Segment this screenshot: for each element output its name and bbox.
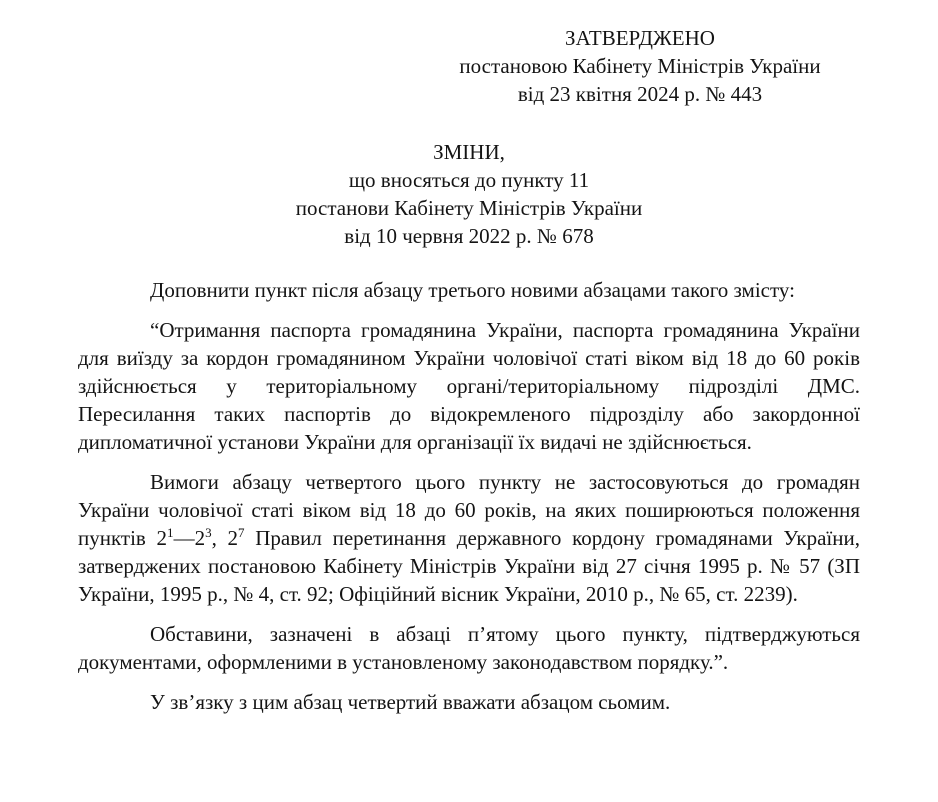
document-body	[78, 276, 860, 716]
document-title	[0, 138, 938, 250]
paragraph-passport-issuance: “Отримання паспорта громадянина України, паспорта громадянина України для виїзду за кордон громадянином України чоловічої статі віком від 18 до 60 років здійснюється у територіальному органі/територіальному підрозділі ДМС. Пересилання таких паспортів до відокремленого підрозділу або закордонної дипломатичної установи України для організації їх видачі не здійснюється.	[78, 318, 860, 454]
title-line-changes: ЗМІНИ,	[433, 140, 505, 164]
paragraph-exceptions: Вимоги абзацу четвертого цього пункту не застосовуються до громадян України чоловічої статі віком від 18 до 60 років, на яких поширюються положення пунктів $2^1—2^3$, $2^7$ Правил перетинання державного кордону громадянами України, затверджених постановою Кабінету Міністрів України від 27 січня 1995 р. № 57 (ЗП України, 1995 р., № 4, ст. 92; Офіційний вісник України, 2010 р., № 65, ст. 2239).	[78, 470, 860, 606]
title-line-date-number: від 10 червня 2022 р. № 678	[344, 224, 594, 248]
approval-stamp	[420, 24, 860, 108]
title-line-authority: постанови Кабінету Міністрів України	[295, 196, 643, 220]
paragraph-circumstances: Обставини, зазначені в абзаці п’ятому цього пункту, підтверджуються документами, оформленими в установленому законодавством порядку.”.	[78, 622, 860, 674]
approval-line-date-number: від 23 квітня 2024 р. № 443	[517, 82, 763, 106]
approval-line-authority: постановою Кабінету Міністрів України	[459, 54, 821, 78]
title-line-clause: що вносяться до пункту 11	[348, 168, 590, 192]
paragraph-renumbering: У зв’язку з цим абзац четвертий вважати абзацом сьомим.	[150, 690, 671, 714]
paragraph-intro: Доповнити пункт після абзацу третього новими абзацами такого змісту:	[150, 278, 795, 302]
approval-line-approved: ЗАТВЕРДЖЕНО	[565, 26, 715, 50]
